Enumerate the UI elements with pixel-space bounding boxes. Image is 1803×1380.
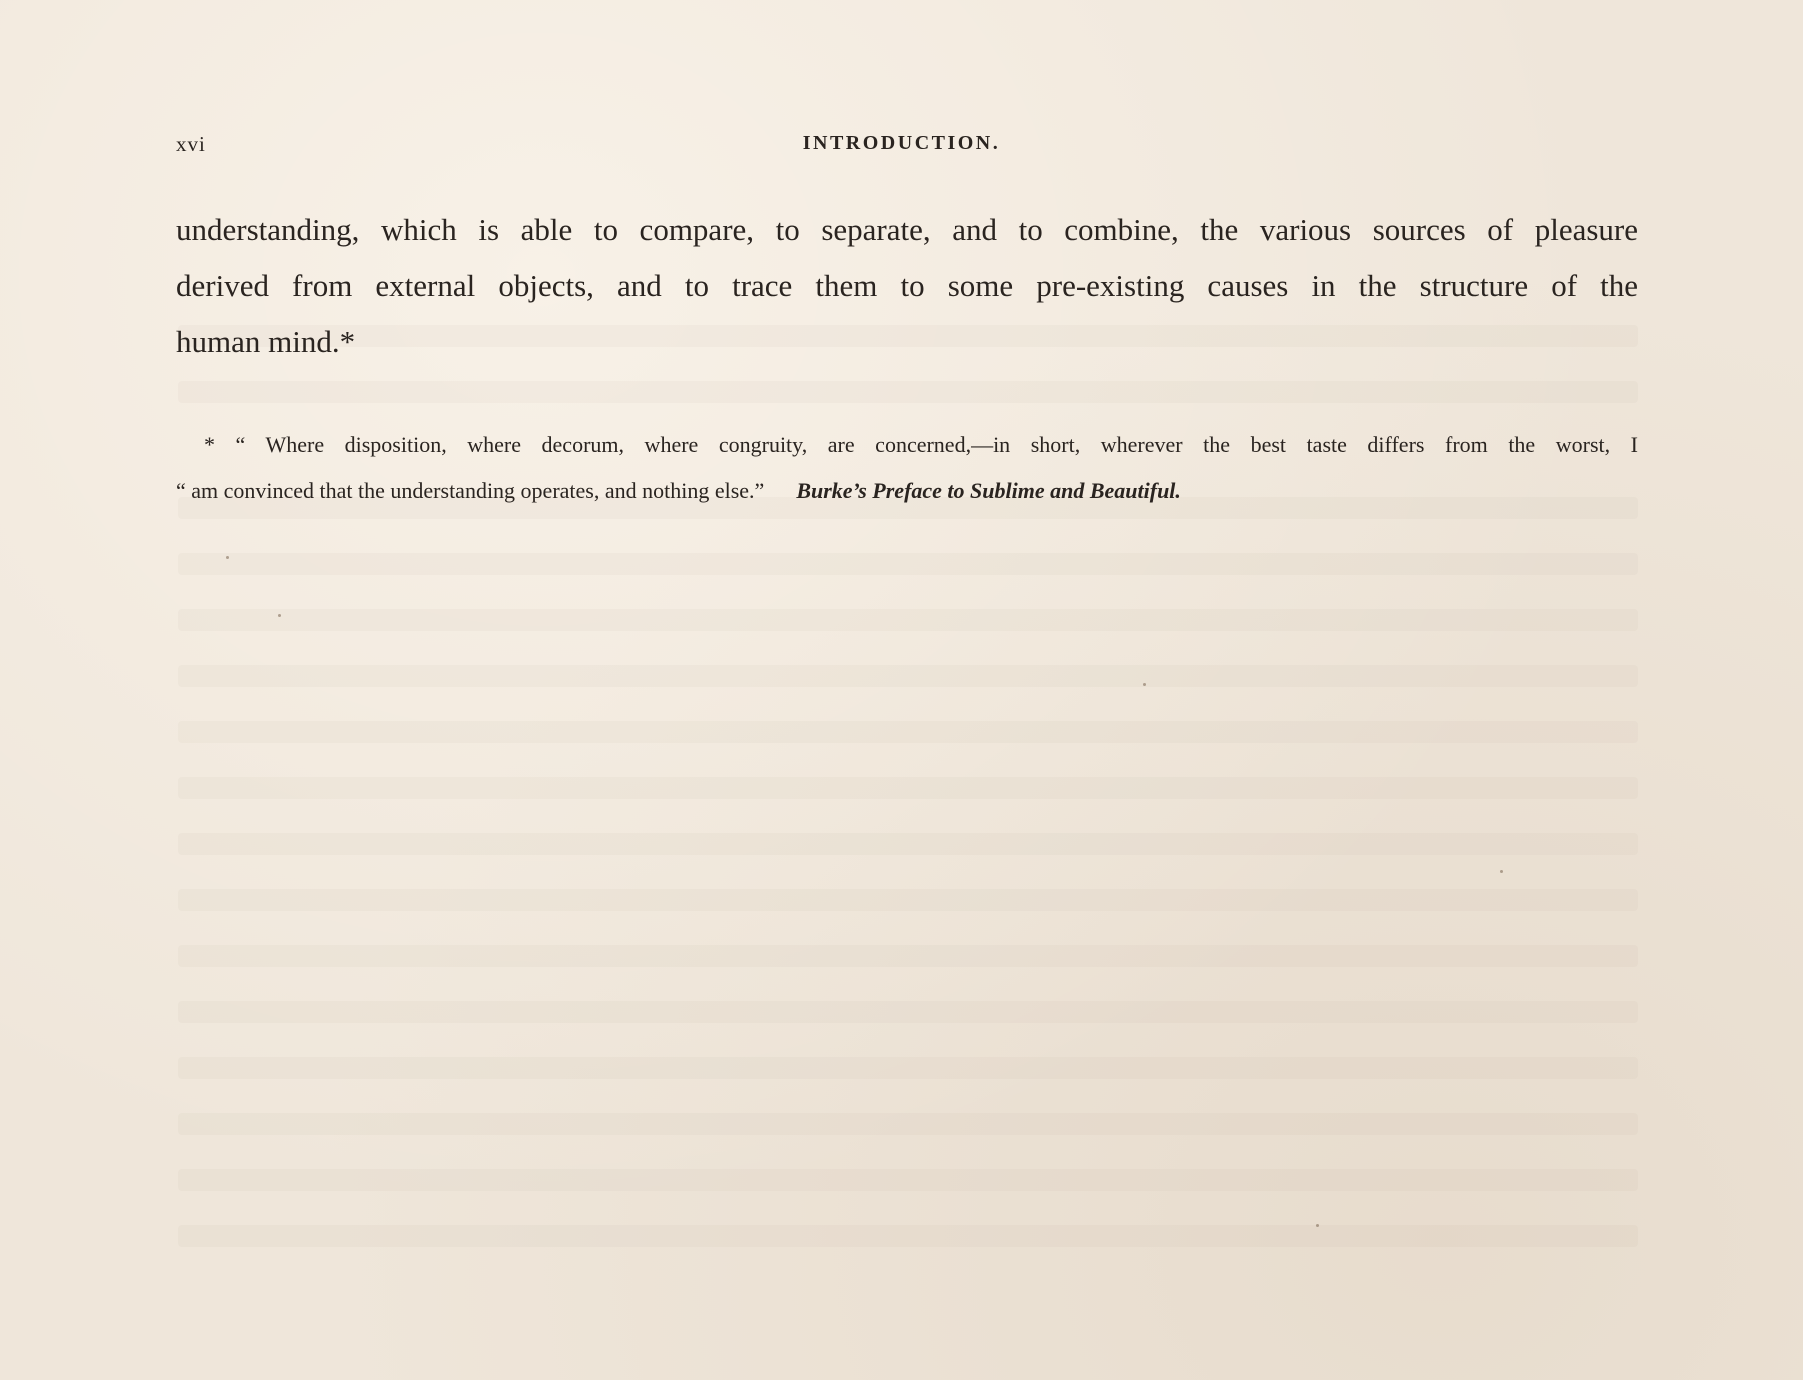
show-through-line bbox=[178, 1001, 1638, 1023]
footnote-line-last bbox=[176, 468, 1638, 514]
show-through-line bbox=[178, 1169, 1638, 1191]
body-line: understanding, which is able to compare, to separate, and to combine, the various sources of pleasure bbox=[176, 212, 1638, 247]
paper-speck bbox=[1500, 870, 1503, 873]
body-line: derived from external objects, and to trace them to some pre-existing causes in the structure of the bbox=[176, 268, 1638, 303]
paper-speck bbox=[278, 614, 281, 617]
show-through-line bbox=[178, 777, 1638, 799]
show-through-line bbox=[178, 889, 1638, 911]
running-head bbox=[0, 132, 1803, 162]
show-through-line bbox=[178, 1057, 1638, 1079]
footnote-text: “ am convinced that the understanding operates, and nothing else.” bbox=[176, 478, 765, 503]
paper-speck bbox=[1316, 1224, 1319, 1227]
show-through-line bbox=[178, 833, 1638, 855]
show-through-line bbox=[178, 665, 1638, 687]
chapter-title: INTRODUCTION. bbox=[802, 132, 1001, 154]
page-number: xvi bbox=[176, 132, 206, 156]
footnote-line: * “ Where disposition, where decorum, where congruity, are concerned,—in short, wherever the best taste differs from the worst, I bbox=[204, 432, 1638, 457]
footnote bbox=[176, 422, 1638, 514]
show-through-line bbox=[178, 553, 1638, 575]
paper-speck bbox=[226, 556, 229, 559]
body-paragraph bbox=[176, 202, 1638, 370]
show-through-line bbox=[178, 381, 1638, 403]
show-through-line bbox=[178, 945, 1638, 967]
footnote-citation: Burke’s Preface to Sublime and Beautiful. bbox=[796, 478, 1181, 503]
show-through-line bbox=[178, 1113, 1638, 1135]
body-line: human mind.* bbox=[176, 324, 356, 359]
show-through-line bbox=[178, 1225, 1638, 1247]
show-through-line bbox=[178, 721, 1638, 743]
show-through-line bbox=[178, 609, 1638, 631]
paper-speck bbox=[1143, 683, 1146, 686]
